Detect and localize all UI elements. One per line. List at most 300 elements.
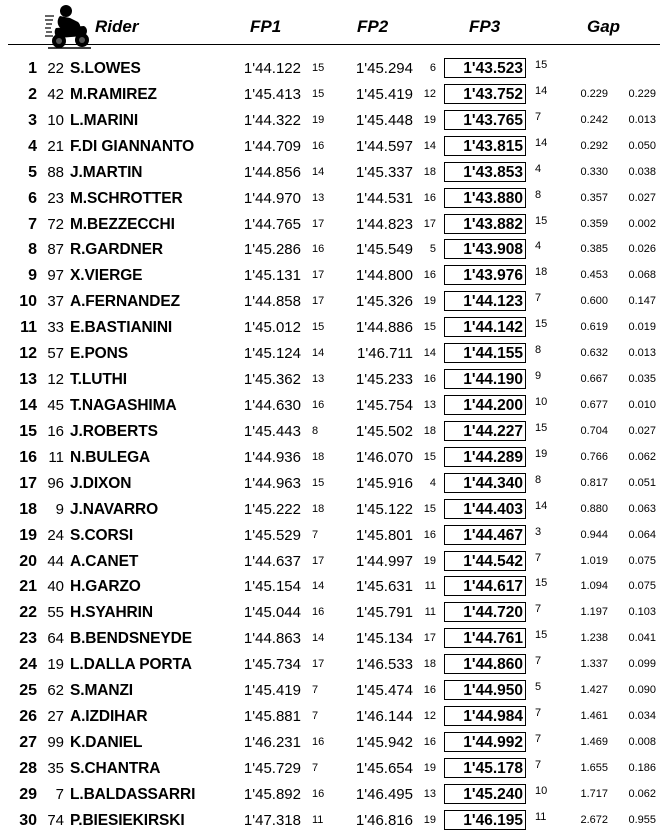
fp1-laps: 16 — [312, 735, 325, 748]
fp3-laps: 3 — [535, 525, 542, 538]
fp3-time: 1'44.761 — [463, 630, 523, 648]
fp3-laps: 18 — [535, 266, 548, 279]
position: 13 — [19, 371, 37, 389]
position: 30 — [19, 811, 37, 829]
rider-number: 74 — [47, 811, 64, 829]
fp3-time: 1'44.617 — [463, 578, 523, 596]
fp1-time: 1'45.729 — [243, 759, 301, 777]
fp2-laps: 11 — [424, 580, 436, 593]
position: 15 — [19, 422, 37, 440]
gap-to-previous: 0.064 — [628, 528, 656, 541]
position: 8 — [28, 241, 37, 259]
table-row — [0, 549, 665, 575]
position: 25 — [19, 682, 37, 700]
table-row — [0, 808, 665, 834]
fp3-time: 1'44.542 — [463, 552, 523, 570]
fp2-laps: 19 — [423, 761, 436, 774]
rider-name: J.MARTIN — [70, 163, 143, 181]
gap-to-first: 0.632 — [580, 347, 608, 360]
gap-to-previous: 0.013 — [628, 347, 656, 360]
gap-to-first: 0.242 — [580, 113, 608, 126]
fp2-laps: 17 — [423, 632, 436, 645]
fp3-time: 1'44.200 — [463, 396, 523, 414]
fp1-time: 1'45.892 — [243, 785, 301, 803]
position: 24 — [19, 656, 37, 674]
fp2-laps: 13 — [423, 398, 436, 411]
position: 28 — [19, 759, 37, 777]
fp1-time: 1'45.012 — [243, 319, 301, 337]
fp2-laps: 11 — [424, 606, 436, 619]
rider-number: 40 — [47, 578, 64, 596]
position: 1 — [28, 60, 37, 77]
position: 11 — [20, 319, 37, 337]
fp1-time: 1'45.286 — [243, 241, 301, 259]
gap-to-previous: 0.041 — [628, 632, 656, 645]
fp2-laps: 6 — [429, 62, 436, 74]
fp1-time: 1'45.124 — [243, 345, 301, 363]
fp2-time: 1'46.816 — [355, 811, 413, 829]
position: 7 — [28, 215, 37, 233]
position: 27 — [19, 733, 37, 751]
position: 9 — [28, 267, 37, 285]
rider-number: 35 — [47, 759, 64, 777]
fp1-laps: 8 — [312, 424, 319, 437]
rider-number: 10 — [47, 111, 64, 129]
fp1-time: 1'44.630 — [243, 396, 301, 414]
gap-to-first: 1.469 — [580, 735, 608, 748]
fp3-time: 1'44.155 — [463, 345, 523, 363]
fp2-time: 1'44.886 — [355, 319, 413, 337]
fp2-time: 1'44.531 — [355, 189, 413, 207]
rider-number: 55 — [47, 604, 64, 622]
gap-to-first: 0.357 — [580, 191, 608, 204]
gap-to-previous: 0.229 — [628, 87, 656, 100]
rider-name: E.BASTIANINI — [70, 319, 173, 337]
fp3-laps: 15 — [535, 318, 548, 331]
position: 5 — [28, 163, 37, 181]
rider-name: P.BIESIEKIRSKI — [70, 811, 185, 829]
position: 16 — [19, 448, 37, 466]
fp3-laps: 11 — [535, 810, 547, 823]
gap-to-first: 0.600 — [580, 295, 608, 308]
gap-to-previous: 0.013 — [628, 113, 656, 126]
position: 23 — [19, 630, 37, 648]
fp1-laps: 7 — [312, 710, 319, 723]
rider-name: A.CANET — [70, 552, 139, 570]
fp3-time: 1'43.815 — [463, 137, 523, 155]
header-row — [0, 0, 665, 52]
fp3-laps: 10 — [535, 784, 548, 797]
fp3-time: 1'43.880 — [463, 189, 523, 207]
fp1-laps: 16 — [312, 139, 325, 152]
fp1-time: 1'45.734 — [243, 656, 301, 674]
table-row — [0, 574, 665, 600]
fp3-time: 1'44.860 — [463, 656, 523, 674]
gap-to-previous: 0.002 — [628, 217, 656, 230]
fp2-time: 1'45.122 — [355, 500, 413, 518]
fp2-laps: 16 — [423, 373, 436, 386]
fp2-laps: 4 — [429, 476, 436, 489]
fp2-time: 1'46.144 — [355, 708, 413, 726]
table-row — [0, 445, 665, 471]
table-row — [0, 212, 665, 238]
position: 10 — [19, 293, 37, 311]
position: 22 — [19, 604, 37, 622]
gap-to-first: 0.619 — [580, 321, 608, 334]
table-row — [0, 393, 665, 419]
rider-name: L.DALLA PORTA — [70, 656, 192, 674]
rider-number: 7 — [55, 785, 64, 803]
fp2-laps: 16 — [423, 684, 436, 697]
gap-to-previous: 0.075 — [628, 580, 656, 593]
gap-to-previous: 0.068 — [628, 269, 656, 282]
gap-to-previous: 0.103 — [628, 606, 656, 619]
fp3-time: 1'45.178 — [463, 759, 523, 777]
fp1-laps: 16 — [312, 398, 325, 411]
fp3-laps: 4 — [535, 240, 542, 253]
gap-to-first: 1.337 — [580, 658, 608, 671]
table-row — [0, 315, 665, 341]
fp2-time: 1'45.549 — [355, 241, 413, 259]
fp1-time: 1'44.637 — [243, 552, 301, 570]
position: 4 — [28, 137, 37, 155]
fp1-time: 1'45.362 — [243, 371, 301, 389]
gap-to-first: 1.717 — [580, 787, 608, 800]
fp3-laps: 7 — [535, 603, 542, 616]
fp1-time: 1'45.154 — [243, 578, 301, 596]
fp2-laps: 19 — [423, 113, 436, 126]
rider-name: S.MANZI — [70, 682, 134, 700]
rider-name: X.VIERGE — [70, 267, 143, 285]
fp3-laps: 7 — [535, 292, 542, 305]
fp3-laps: 15 — [535, 214, 548, 227]
rider-number: 44 — [47, 552, 64, 570]
position: 20 — [19, 552, 37, 570]
fp3-laps: 5 — [535, 681, 542, 694]
rider-name: J.DIXON — [70, 474, 132, 492]
rider-number: 22 — [47, 60, 64, 77]
rider-name: T.LUTHI — [70, 371, 127, 389]
fp3-time: 1'43.853 — [463, 163, 523, 181]
fp2-time: 1'45.801 — [355, 526, 413, 544]
fp2-laps: 18 — [423, 424, 436, 437]
column-header-fp1: FP1 — [250, 17, 282, 36]
gap-to-previous: 0.075 — [628, 554, 656, 567]
fp1-time: 1'44.856 — [243, 163, 301, 181]
fp1-laps: 7 — [312, 684, 319, 697]
position: 18 — [19, 500, 37, 518]
rider-name: J.NAVARRO — [70, 500, 159, 518]
table-row — [0, 237, 665, 263]
table-row — [0, 186, 665, 212]
fp1-time: 1'46.231 — [243, 733, 301, 751]
table-row — [0, 367, 665, 393]
fp2-time: 1'45.294 — [355, 60, 413, 77]
fp2-time: 1'46.495 — [355, 785, 413, 803]
fp1-laps: 13 — [312, 191, 325, 204]
rider-name: L.BALDASSARRI — [70, 785, 196, 803]
fp1-time: 1'44.858 — [243, 293, 301, 311]
gap-to-first: 2.672 — [580, 813, 608, 826]
rider-number: 42 — [47, 85, 64, 103]
fp1-time: 1'45.529 — [243, 526, 301, 544]
rider-name: A.IZDIHAR — [70, 708, 148, 726]
gap-to-first: 0.453 — [580, 269, 608, 282]
fp3-laps: 8 — [535, 473, 542, 486]
rider-number: 45 — [47, 396, 64, 414]
fp3-laps: 14 — [535, 499, 548, 512]
fp2-laps: 13 — [423, 787, 436, 800]
fp2-laps: 19 — [423, 813, 436, 826]
gap-to-first: 0.667 — [580, 373, 608, 386]
table-row — [0, 289, 665, 315]
rider-name: K.DANIEL — [70, 733, 143, 751]
rider-name: S.LOWES — [70, 60, 141, 77]
fp3-laps: 7 — [535, 732, 542, 745]
gap-to-first: 1.238 — [580, 632, 608, 645]
column-header-rider: Rider — [95, 17, 139, 36]
gap-to-previous: 0.038 — [628, 165, 656, 178]
rider-number: 16 — [47, 422, 64, 440]
fp3-laps: 15 — [535, 629, 548, 642]
fp2-laps: 15 — [423, 321, 436, 334]
rider-name: B.BENDSNEYDE — [70, 630, 192, 648]
fp1-laps: 18 — [312, 502, 325, 515]
fp2-time: 1'46.070 — [355, 448, 413, 466]
rider-name: M.BEZZECCHI — [70, 215, 175, 233]
fp2-laps: 16 — [423, 269, 436, 282]
fp1-laps: 7 — [312, 528, 319, 541]
gap-to-first: 1.019 — [580, 554, 608, 567]
fp3-laps: 15 — [535, 421, 548, 434]
fp2-laps: 14 — [423, 347, 436, 360]
fp3-laps: 14 — [535, 136, 548, 149]
fp2-laps: 14 — [423, 139, 436, 152]
fp2-time: 1'45.916 — [355, 474, 413, 492]
rider-number: 96 — [47, 474, 64, 492]
gap-to-first: 0.880 — [580, 502, 608, 515]
fp3-laps: 7 — [535, 655, 542, 668]
fp2-time: 1'45.233 — [355, 371, 413, 389]
table-row — [0, 626, 665, 652]
gap-to-first: 0.817 — [580, 476, 608, 489]
fp3-time: 1'43.765 — [463, 111, 523, 129]
gap-to-previous: 0.955 — [628, 813, 656, 826]
table-row — [0, 756, 665, 782]
table-row — [0, 523, 665, 549]
fp2-laps: 16 — [423, 191, 436, 204]
fp2-time: 1'44.597 — [355, 137, 413, 155]
fp3-time: 1'44.950 — [463, 682, 523, 700]
fp1-laps: 17 — [312, 554, 325, 567]
table-row — [0, 704, 665, 730]
fp1-laps: 14 — [312, 632, 325, 645]
rider-name: L.MARINI — [70, 111, 139, 129]
results-table — [0, 56, 665, 834]
fp3-laps: 7 — [535, 110, 542, 123]
fp2-time: 1'44.800 — [355, 267, 413, 285]
table-row — [0, 419, 665, 445]
fp2-laps: 16 — [423, 735, 436, 748]
fp1-time: 1'44.765 — [243, 215, 301, 233]
rider-number: 64 — [47, 630, 64, 648]
fp1-time: 1'45.044 — [243, 604, 301, 622]
rider-name: T.NAGASHIMA — [70, 396, 177, 414]
gap-to-previous: 0.051 — [628, 476, 656, 489]
fp1-laps: 17 — [312, 217, 325, 230]
rider-number: 57 — [47, 345, 64, 363]
table-row — [0, 56, 665, 82]
table-row — [0, 108, 665, 134]
table-row — [0, 134, 665, 160]
fp3-time: 1'43.523 — [463, 60, 523, 77]
fp3-time: 1'44.289 — [463, 448, 523, 466]
fp3-time: 1'44.227 — [463, 422, 523, 440]
rider-number: 27 — [47, 708, 64, 726]
gap-to-previous: 0.027 — [628, 424, 656, 437]
rider-name: S.CHANTRA — [70, 759, 161, 777]
gap-to-previous: 0.035 — [628, 373, 656, 386]
fp3-time: 1'44.467 — [463, 526, 523, 544]
table-row — [0, 652, 665, 678]
fp1-time: 1'44.936 — [243, 448, 301, 466]
table-row — [0, 782, 665, 808]
gap-to-first: 1.655 — [580, 761, 608, 774]
fp1-laps: 16 — [312, 243, 325, 256]
position: 3 — [28, 111, 37, 129]
fp3-laps: 8 — [535, 188, 542, 201]
fp3-time: 1'44.992 — [463, 733, 523, 751]
fp3-time: 1'45.240 — [463, 785, 523, 803]
gap-to-first: 0.766 — [580, 450, 608, 463]
rider-number: 88 — [47, 163, 64, 181]
rider-number: 62 — [47, 682, 64, 700]
fp3-time: 1'44.123 — [463, 293, 523, 311]
fp2-time: 1'46.711 — [357, 345, 413, 363]
fp3-time: 1'43.882 — [463, 215, 523, 233]
position: 21 — [19, 578, 37, 596]
fp3-time: 1'43.908 — [463, 241, 523, 259]
gap-to-first: 0.229 — [580, 87, 608, 100]
rider-number: 21 — [47, 137, 64, 155]
fp3-time: 1'44.403 — [463, 500, 523, 518]
rider-number: 97 — [47, 267, 64, 285]
rider-name: R.GARDNER — [70, 241, 163, 259]
table-row — [0, 263, 665, 289]
gap-to-previous: 0.063 — [628, 502, 656, 515]
gap-to-first: 0.385 — [580, 243, 608, 256]
fp3-time: 1'44.984 — [463, 708, 523, 726]
gap-to-previous: 0.050 — [628, 139, 656, 152]
table-row — [0, 678, 665, 704]
fp2-laps: 17 — [423, 217, 436, 230]
fp2-time: 1'45.134 — [355, 630, 413, 648]
fp1-laps: 17 — [312, 658, 325, 671]
rider-name: J.ROBERTS — [70, 422, 158, 440]
gap-to-previous: 0.027 — [628, 191, 656, 204]
fp3-laps: 15 — [535, 59, 548, 71]
table-row — [0, 160, 665, 186]
gap-to-previous: 0.010 — [628, 398, 656, 411]
fp2-laps: 19 — [423, 554, 436, 567]
fp3-laps: 7 — [535, 551, 542, 564]
table-row — [0, 82, 665, 108]
fp3-time: 1'44.720 — [463, 604, 523, 622]
rider-name: N.BULEGA — [70, 448, 151, 466]
gap-to-previous: 0.026 — [628, 243, 656, 256]
rider-number: 19 — [47, 656, 64, 674]
column-header-fp2: FP2 — [357, 17, 389, 36]
rider-name: M.SCHROTTER — [70, 189, 183, 207]
table-row — [0, 730, 665, 756]
fp3-time: 1'44.340 — [463, 474, 523, 492]
fp1-laps: 11 — [312, 813, 324, 826]
fp2-time: 1'45.942 — [355, 733, 413, 751]
gap-to-first: 1.427 — [580, 684, 608, 697]
rider-number: 72 — [47, 215, 64, 233]
rider-number: 12 — [47, 371, 64, 389]
gap-to-previous: 0.090 — [628, 684, 656, 697]
fp1-laps: 7 — [312, 761, 319, 774]
gap-to-first: 0.944 — [580, 528, 608, 541]
fp1-time: 1'44.863 — [243, 630, 301, 648]
rider-number: 33 — [47, 319, 64, 337]
position: 2 — [28, 85, 37, 103]
fp3-laps: 4 — [535, 162, 542, 175]
fp3-time: 1'44.142 — [463, 319, 523, 337]
fp1-laps: 15 — [312, 87, 325, 100]
fp1-time: 1'44.709 — [243, 137, 301, 155]
gap-to-previous: 0.147 — [628, 295, 656, 308]
column-header-gap: Gap — [587, 17, 621, 36]
rider-name: S.CORSI — [70, 526, 134, 544]
fp2-time: 1'45.448 — [355, 111, 413, 129]
fp2-laps: 12 — [423, 710, 436, 723]
position: 19 — [19, 526, 37, 544]
fp2-laps: 12 — [423, 87, 436, 100]
fp1-time: 1'45.131 — [243, 267, 301, 285]
fp3-time: 1'46.195 — [463, 811, 523, 829]
fp2-laps: 15 — [423, 450, 436, 463]
gap-to-previous: 0.186 — [628, 761, 656, 774]
table-row — [0, 471, 665, 497]
fp1-time: 1'44.970 — [243, 189, 301, 207]
position: 26 — [19, 708, 37, 726]
gap-to-first: 0.677 — [580, 398, 608, 411]
fp2-time: 1'44.997 — [355, 552, 413, 570]
rider-name: F.DI GIANNANTO — [70, 137, 195, 155]
position: 29 — [19, 785, 37, 803]
fp2-time: 1'45.631 — [355, 578, 413, 596]
fp1-time: 1'44.963 — [243, 474, 301, 492]
rider-name: H.GARZO — [70, 578, 141, 596]
fp1-laps: 16 — [312, 606, 325, 619]
fp1-time: 1'45.413 — [243, 85, 301, 103]
fp3-laps: 9 — [535, 370, 542, 383]
fp1-laps: 16 — [312, 787, 325, 800]
fp3-time: 1'43.976 — [463, 267, 523, 285]
fp2-time: 1'45.654 — [355, 759, 413, 777]
fp2-time: 1'45.502 — [355, 422, 413, 440]
column-header-fp3: FP3 — [469, 17, 501, 36]
rider-number: 24 — [47, 526, 64, 544]
fp3-laps: 15 — [535, 577, 548, 590]
fp2-time: 1'45.326 — [355, 293, 413, 311]
fp2-time: 1'45.791 — [355, 604, 413, 622]
fp1-time: 1'45.443 — [243, 422, 301, 440]
fp2-laps: 5 — [429, 243, 436, 256]
fp3-laps: 19 — [535, 447, 548, 460]
